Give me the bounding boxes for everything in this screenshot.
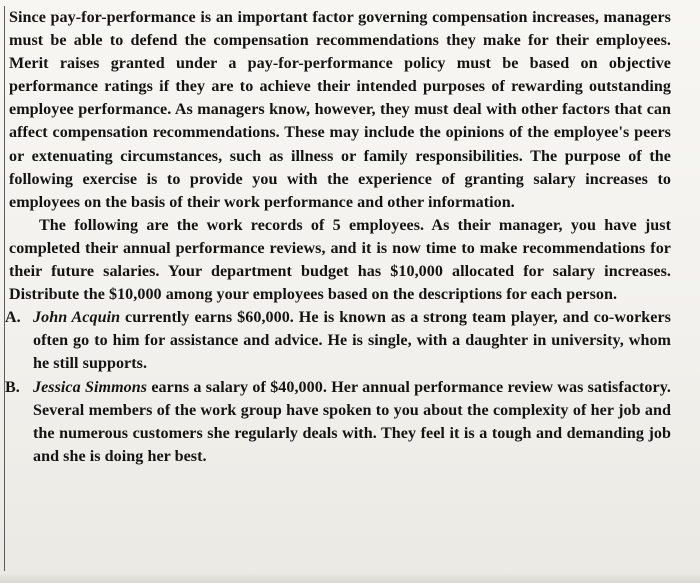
instructions-paragraph: The following are the work records of 5 employees. As their manager, you have just completed their annual performance reviews, and it is now time to make recommendations for their future salaries. Your department budget has $10,000 allocated for salary increases. Distribute the $10,000 among your employees based on the descriptions for each person. — [9, 216, 671, 304]
employee-item-a — [5, 306, 671, 375]
employee-name: John Acquin — [33, 309, 121, 327]
margin-rule — [4, 6, 5, 571]
intro-paragraph: Since pay-for-performance is an important factor governing compensation increases, managers must be able to defend the compensation recommendations they make for their employees. Merit raises granted under a pay-for-performance policy must be based on objective performance ratings if they are to achieve their intended purposes of rewarding outstanding employee performance. As managers know, however, they must deal with other factors that can affect compensation recommendations. These may include the opinions of the employee's peers or extenuating circumstances, such as illness or family responsibilities. The purpose of the following exercise is to provide you with the experience of granting salary increases to employees on the basis of their work performance and other information. — [9, 9, 671, 211]
exercise-text — [5, 6, 671, 468]
employee-item-b — [5, 376, 671, 468]
employee-description: earns a salary of $40,000. Her annual performance review was satisfactory. Several members of the work group have spoken to you about the complexity of her job and the numerous customers she regularly deals with. They feel it is a tough and demanding job and she is doing her best. — [33, 378, 671, 465]
page-shadow — [0, 573, 700, 583]
employee-name: Jessica Simmons — [33, 378, 148, 396]
employee-description: currently earns $60,000. He is known as a strong team player, and co-workers often go to him for assistance and advice. He is single, with a daughter in university, whom he still supports. — [33, 309, 671, 373]
item-letter: A. — [5, 309, 21, 327]
item-letter: B. — [5, 378, 20, 396]
employee-list — [5, 306, 671, 468]
